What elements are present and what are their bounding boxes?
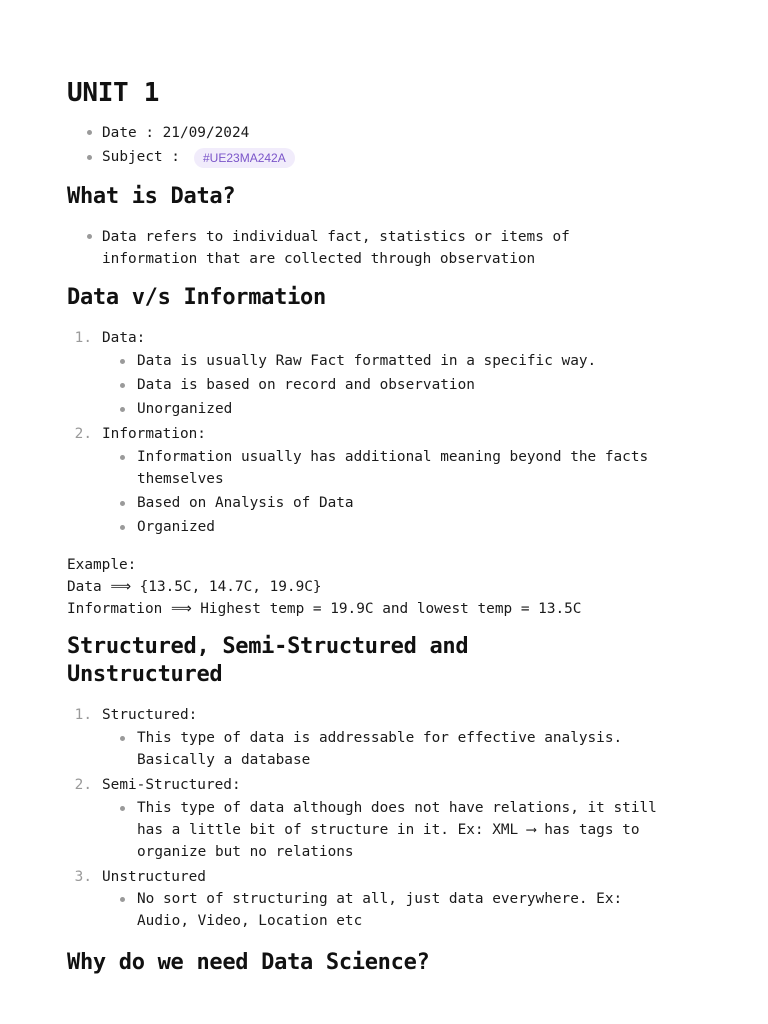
bullet <box>120 897 125 902</box>
subject-label: Subject : <box>102 149 180 165</box>
list-item: This type of data is addressable for effective analysis. <box>137 730 623 746</box>
list-item: organize but no relations <box>137 844 354 860</box>
page-title: UNIT 1 <box>67 78 160 108</box>
section-heading-structured-cont: Unstructured <box>67 662 223 687</box>
list-item: Based on Analysis of Data <box>137 495 354 511</box>
date-line: Date : 21/09/2024 <box>102 125 250 141</box>
bullet <box>120 525 125 530</box>
list-item: Audio, Video, Location etc <box>137 913 363 929</box>
section-heading-structured: Structured, Semi-Structured and <box>67 634 469 659</box>
list-number: 3. <box>74 869 92 885</box>
list-item: Unorganized <box>137 401 233 417</box>
list-item: Information usually has additional meaning beyond the facts <box>137 449 649 465</box>
list-item: Data: <box>102 330 146 346</box>
bullet <box>120 736 125 741</box>
example-label: Example: <box>67 557 137 573</box>
list-item: This type of data although does not have relations, it still <box>137 800 657 816</box>
list-item: Information: <box>102 426 206 442</box>
section-heading-what-is-data: What is Data? <box>67 184 236 209</box>
bullet <box>120 455 125 460</box>
bullet <box>87 130 92 135</box>
list-item: Semi-Structured: <box>102 777 241 793</box>
list-item: Structured: <box>102 707 198 723</box>
list-item: themselves <box>137 471 224 487</box>
paragraph-line: Data refers to individual fact, statistics or items of <box>102 229 570 245</box>
bullet <box>120 359 125 364</box>
list-item: Data is based on record and observation <box>137 377 475 393</box>
paragraph-line: information that are collected through observation <box>102 251 536 267</box>
list-number: 1. <box>74 330 92 346</box>
bullet <box>120 806 125 811</box>
bullet <box>120 383 125 388</box>
list-item: Data is usually Raw Fact formatted in a specific way. <box>137 353 597 369</box>
example-data: Data ⟹ {13.5C, 14.7C, 19.9C} <box>67 579 322 595</box>
section-heading-why-data-science: Why do we need Data Science? <box>67 950 430 975</box>
list-item: No sort of structuring at all, just data everywhere. Ex: <box>137 891 623 907</box>
list-item: Unstructured <box>102 869 206 885</box>
list-number: 2. <box>74 777 92 793</box>
bullet <box>87 234 92 239</box>
subject-tag[interactable]: #UE23MA242A <box>194 148 295 168</box>
list-item: has a little bit of structure in it. Ex: XML ⟶ has tags to <box>137 822 640 838</box>
bullet <box>120 501 125 506</box>
bullet <box>87 155 92 160</box>
list-item: Basically a database <box>137 752 311 768</box>
bullet <box>120 407 125 412</box>
list-item: Organized <box>137 519 215 535</box>
example-information: Information ⟹ Highest temp = 19.9C and lowest temp = 13.5C <box>67 601 582 617</box>
list-number: 2. <box>74 426 92 442</box>
list-number: 1. <box>74 707 92 723</box>
section-heading-data-vs-information: Data v/s Information <box>67 285 326 310</box>
